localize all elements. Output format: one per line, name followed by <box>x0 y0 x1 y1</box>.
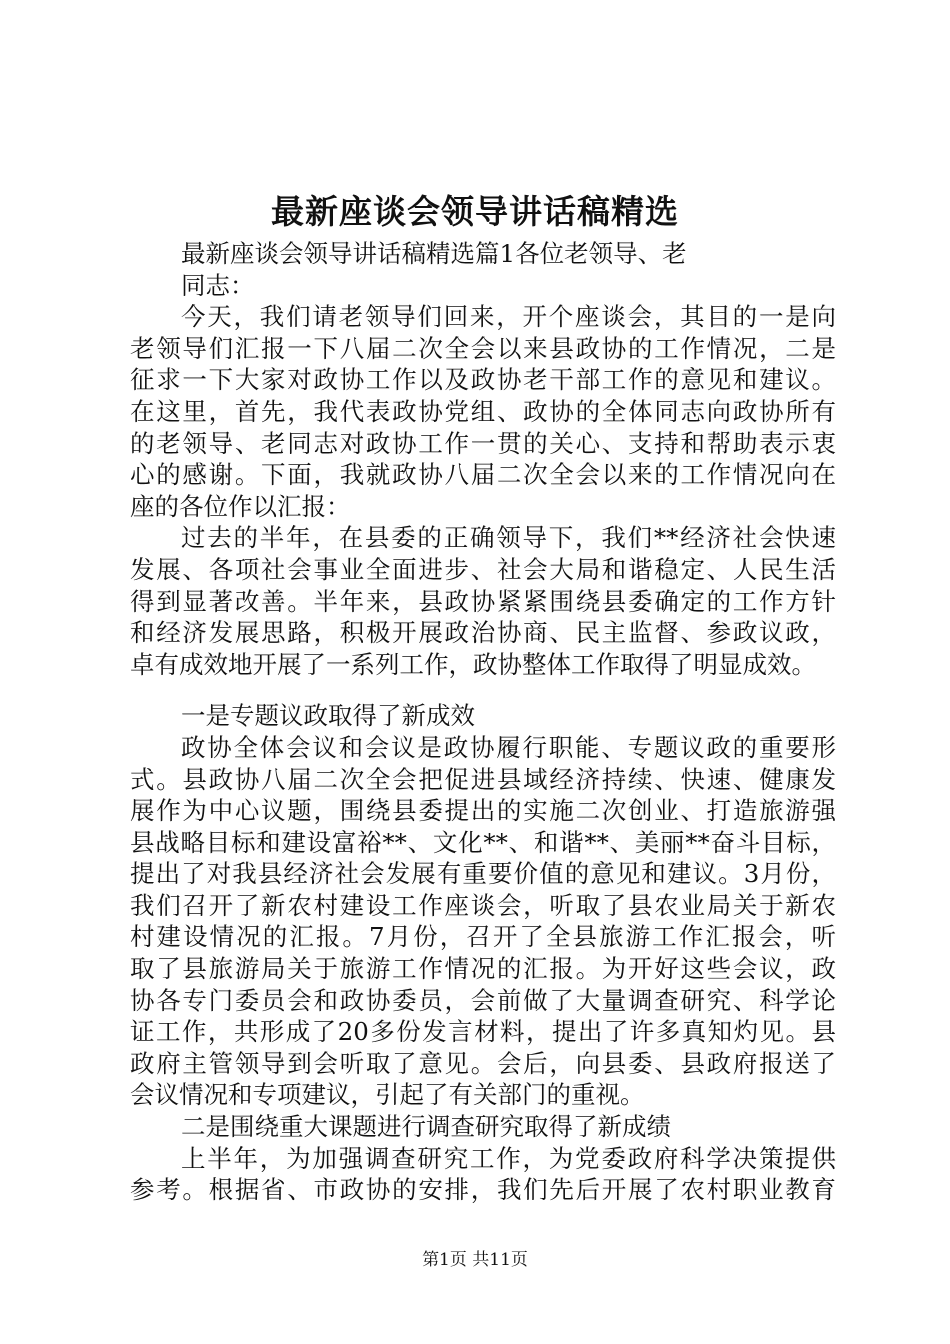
text-line: 提出了对我县经济社会发展有重要价值的意见和建议。3月份， <box>130 859 836 889</box>
text-line: 协各专门委员会和政协委员，会前做了大量调查研究、科学论 <box>130 985 836 1015</box>
document-title: 最新座谈会领导讲话稿精选 <box>271 192 679 231</box>
text-line: 同志： <box>181 270 255 300</box>
text-line: 取了县旅游局关于旅游工作情况的汇报。为开好这些会议，政 <box>130 954 836 984</box>
text-line: 和经济发展思路，积极开展政治协商、民主监督、参政议政， <box>130 618 836 648</box>
text-line: 的老领导、老同志对政协工作一贯的关心、支持和帮助表示衷 <box>130 428 836 458</box>
text-line: 卓有成效地开展了一系列工作，政协整体工作取得了明显成效。 <box>130 649 816 679</box>
text-line: 式。县政协八届二次全会把促进县域经济持续、快速、健康发 <box>130 764 836 794</box>
text-line: 最新座谈会领导讲话稿精选篇1各位老领导、老 <box>181 239 687 268</box>
text-line: 过去的半年，在县委的正确领导下，我们**经济社会快速 <box>181 523 836 553</box>
text-line: 征求一下大家对政协工作以及政协老干部工作的意见和建议。 <box>130 365 836 395</box>
text-line: 证工作，共形成了20多份发言材料，提出了许多真知灼见。县 <box>130 1017 836 1047</box>
section-heading: 二是围绕重大课题进行调查研究取得了新成绩 <box>181 1112 671 1142</box>
text-line: 得到显著改善。半年来，县政协紧紧围绕县委确定的工作方针 <box>130 586 836 616</box>
page-number-footer: 第1页 共11页 <box>422 1250 528 1270</box>
text-line: 上半年，为加强调查研究工作，为党委政府科学决策提供 <box>181 1143 836 1173</box>
text-line: 在这里，首先，我代表政协党组、政协的全体同志向政协所有 <box>130 396 836 426</box>
text-line: 座的各位作以汇报： <box>130 491 351 521</box>
text-line: 老领导们汇报一下八届二次全会以来县政协的工作情况，二是 <box>130 333 836 363</box>
text-line: 今天，我们请老领导们回来，开个座谈会，其目的一是向 <box>181 302 836 332</box>
text-line: 我们召开了新农村建设工作座谈会，听取了县农业局关于新农 <box>130 890 836 920</box>
text-line: 展作为中心议题，围绕县委提出的实施二次创业、打造旅游强 <box>130 796 836 826</box>
section-heading: 一是专题议政取得了新成效 <box>181 701 475 731</box>
text-line: 政协全体会议和会议是政协履行职能、专题议政的重要形 <box>181 732 836 762</box>
text-line: 县战略目标和建设富裕**、文化**、和谐**、美丽**奋斗目标， <box>130 827 836 857</box>
text-line: 参考。根据省、市政协的安排，我们先后开展了农村职业教育 <box>130 1175 836 1205</box>
text-line: 村建设情况的汇报。7月份，召开了全县旅游工作汇报会，听 <box>130 922 836 952</box>
paragraph-gap <box>130 680 836 700</box>
text-line: 会议情况和专项建议，引起了有关部门的重视。 <box>130 1080 645 1110</box>
text-line: 政府主管领导到会听取了意见。会后，向县委、县政府报送了 <box>130 1048 836 1078</box>
text-line: 心的感谢。下面，我就政协八届二次全会以来的工作情况向在 <box>130 460 836 490</box>
text-line: 发展、各项社会事业全面进步、社会大局和谐稳定、人民生活 <box>130 554 836 584</box>
document-body <box>130 238 836 1206</box>
